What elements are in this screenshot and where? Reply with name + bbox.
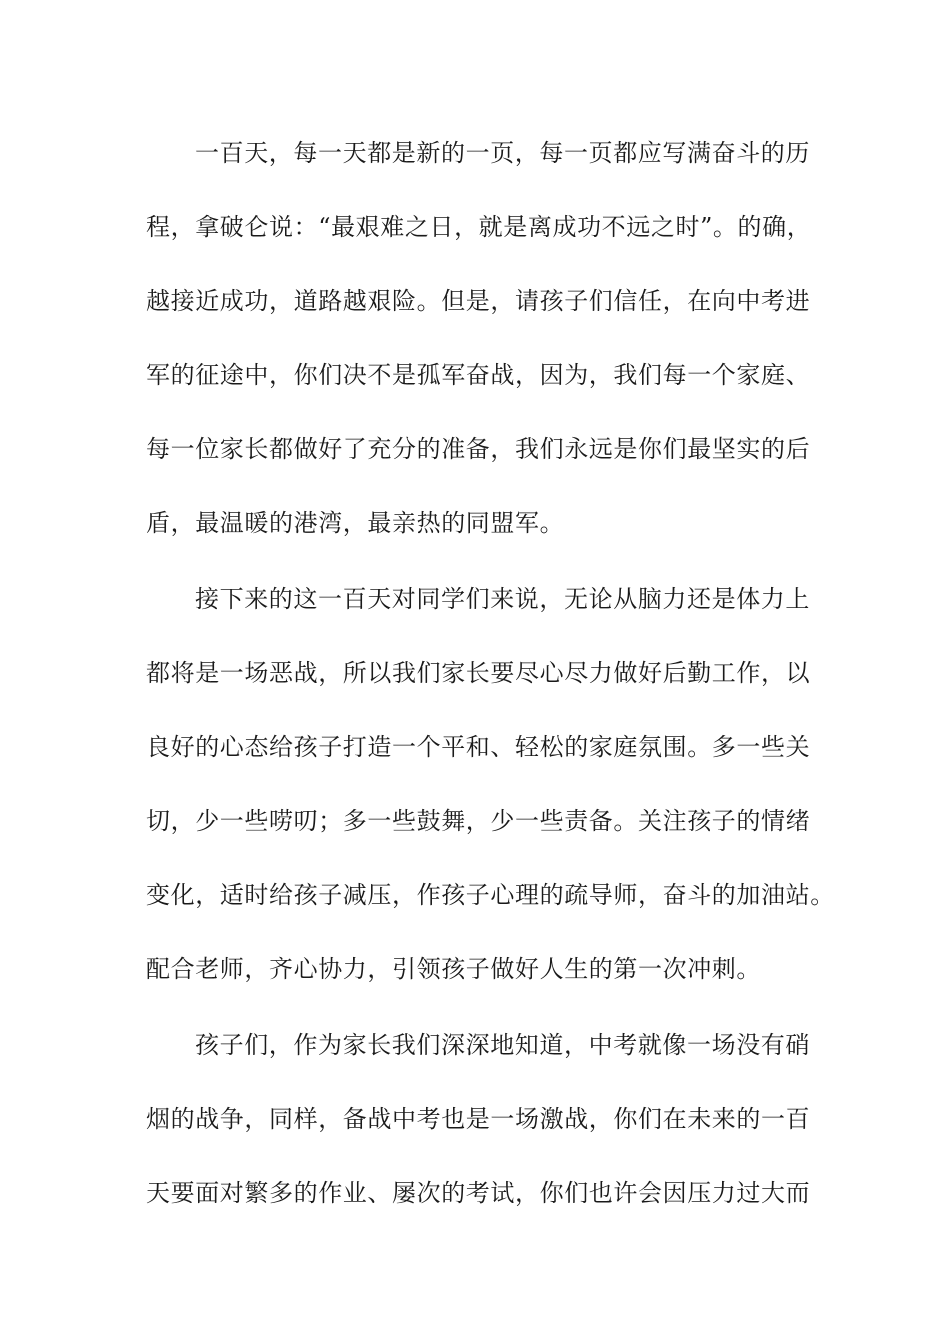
paragraph-1-line-3: 越接近成功，道路越艰险。但是，请孩子们信任，在向中考进	[146, 287, 811, 315]
paragraph-3-line-3: 天要面对繁多的作业、屡次的考试，你们也许会因压力过大而	[146, 1179, 811, 1207]
paragraph-2-line-2: 都将是一场恶战，所以我们家长要尽心尽力做好后勤工作，以	[146, 659, 811, 687]
paragraph-2-line-6: 配合老师，齐心协力，引领孩子做好人生的第一次冲刺。	[146, 955, 761, 983]
paragraph-3-line-1: 孩子们，作为家长我们深深地知道，中考就像一场没有硝	[195, 1031, 810, 1059]
paragraph-1-line-4: 军的征途中，你们决不是孤军奋战，因为，我们每一个家庭、	[146, 361, 811, 389]
paragraph-2-line-1: 接下来的这一百天对同学们来说，无论从脑力还是体力上	[195, 585, 810, 613]
paragraph-1-line-1: 一百天，每一天都是新的一页，每一页都应写满奋斗的历	[195, 139, 810, 167]
paragraph-3-line-2: 烟的战争，同样，备战中考也是一场激战，你们在未来的一百	[146, 1105, 811, 1133]
paragraph-2-line-4: 切，少一些唠叨；多一些鼓舞，少一些责备。关注孩子的情绪	[146, 807, 811, 835]
paragraph-1-line-5: 每一位家长都做好了充分的准备，我们永远是你们最坚实的后	[146, 435, 811, 463]
paragraph-2-line-5: 变化，适时给孩子减压，作孩子心理的疏导师，奋斗的加油站。	[146, 881, 835, 909]
paragraph-1-line-2: 程，拿破仑说：“最艰难之日，就是离成功不远之时”。的确，	[146, 213, 812, 241]
paragraph-1-line-6: 盾，最温暖的港湾，最亲热的同盟军。	[146, 509, 565, 537]
paragraph-2-line-3: 良好的心态给孩子打造一个平和、轻松的家庭氛围。多一些关	[146, 733, 811, 761]
